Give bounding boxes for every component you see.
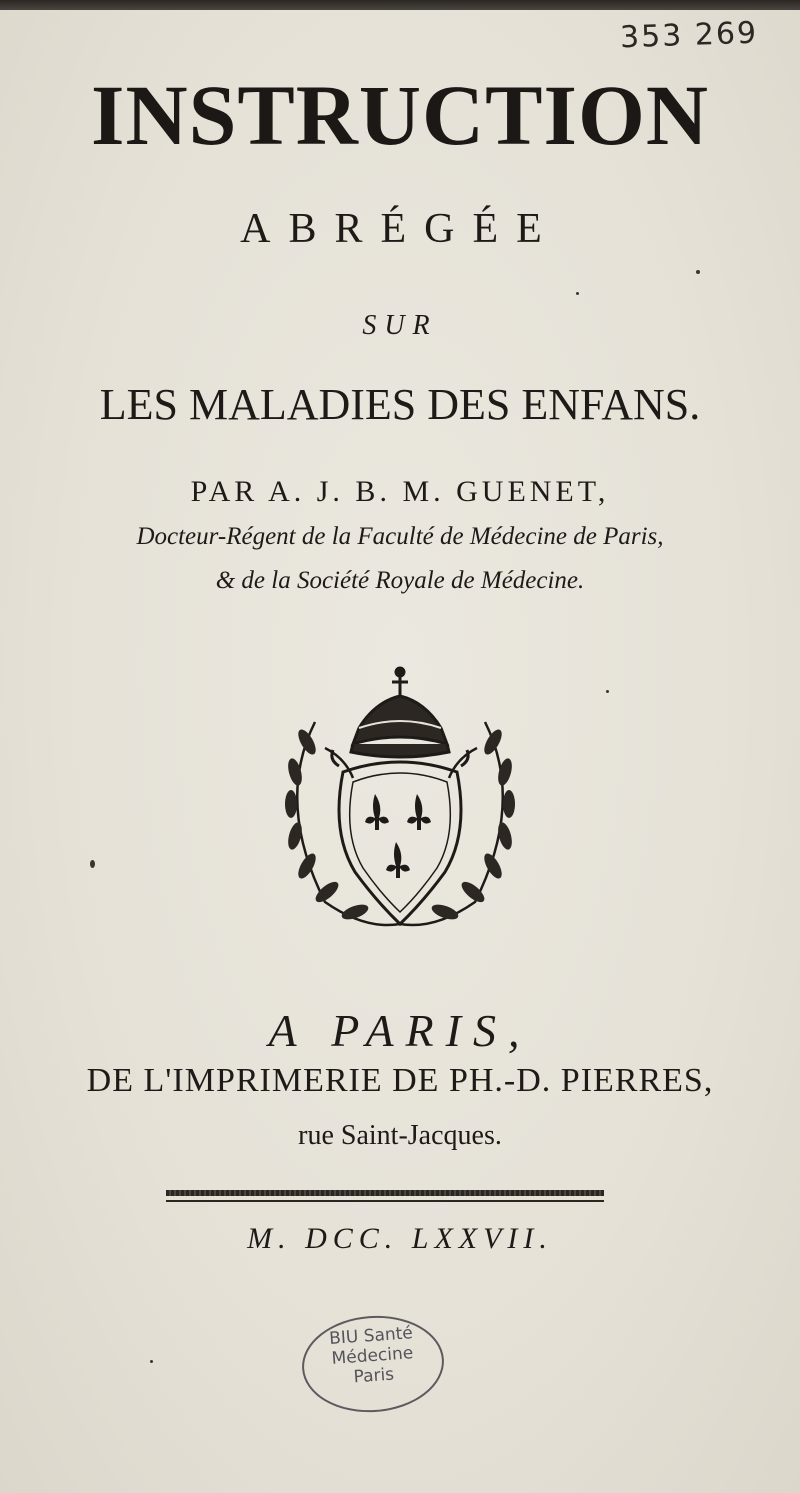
foxing-spot <box>576 292 579 295</box>
ornamental-rule <box>166 1190 604 1196</box>
library-stamp <box>299 1311 447 1417</box>
stamp-line-3: Paris <box>352 1364 395 1388</box>
imprint-printer: DE L'IMPRIMERIE DE PH.-D. PIERRES, <box>86 1062 714 1099</box>
stamp-line-2: Médecine <box>331 1343 414 1369</box>
stamp-line-1: BIU Santé <box>328 1323 414 1349</box>
book-subject: LES MALADIES DES ENFANS. <box>99 380 701 429</box>
imprint-place: A PARIS, <box>268 1005 532 1056</box>
book-subtitle: ABRÉGÉE <box>240 206 560 252</box>
book-title: INSTRUCTION <box>91 67 709 163</box>
foxing-spot <box>90 860 95 868</box>
page-top-edge <box>0 0 800 10</box>
imprint-date: M. DCC. LXXVII. <box>247 1222 553 1255</box>
author-credential-2: & de la Société Royale de Médecine. <box>215 567 585 594</box>
crown-icon <box>351 668 449 757</box>
rule-line <box>166 1200 604 1202</box>
foxing-spot <box>150 1360 153 1363</box>
fleur-de-lis-icon <box>365 794 431 878</box>
foxing-spot <box>606 690 609 693</box>
imprint-street: rue Saint-Jacques. <box>298 1120 502 1151</box>
author-line: PAR A. J. B. M. GUENET, <box>190 475 610 508</box>
foxing-spot <box>696 270 700 274</box>
author-credential-1: Docteur-Régent de la Faculté de Médecine de Paris, <box>136 523 664 550</box>
handwritten-shelfmark: 353 269 <box>619 15 759 56</box>
title-preposition: SUR <box>362 310 438 341</box>
royal-arms-icon <box>255 662 545 942</box>
